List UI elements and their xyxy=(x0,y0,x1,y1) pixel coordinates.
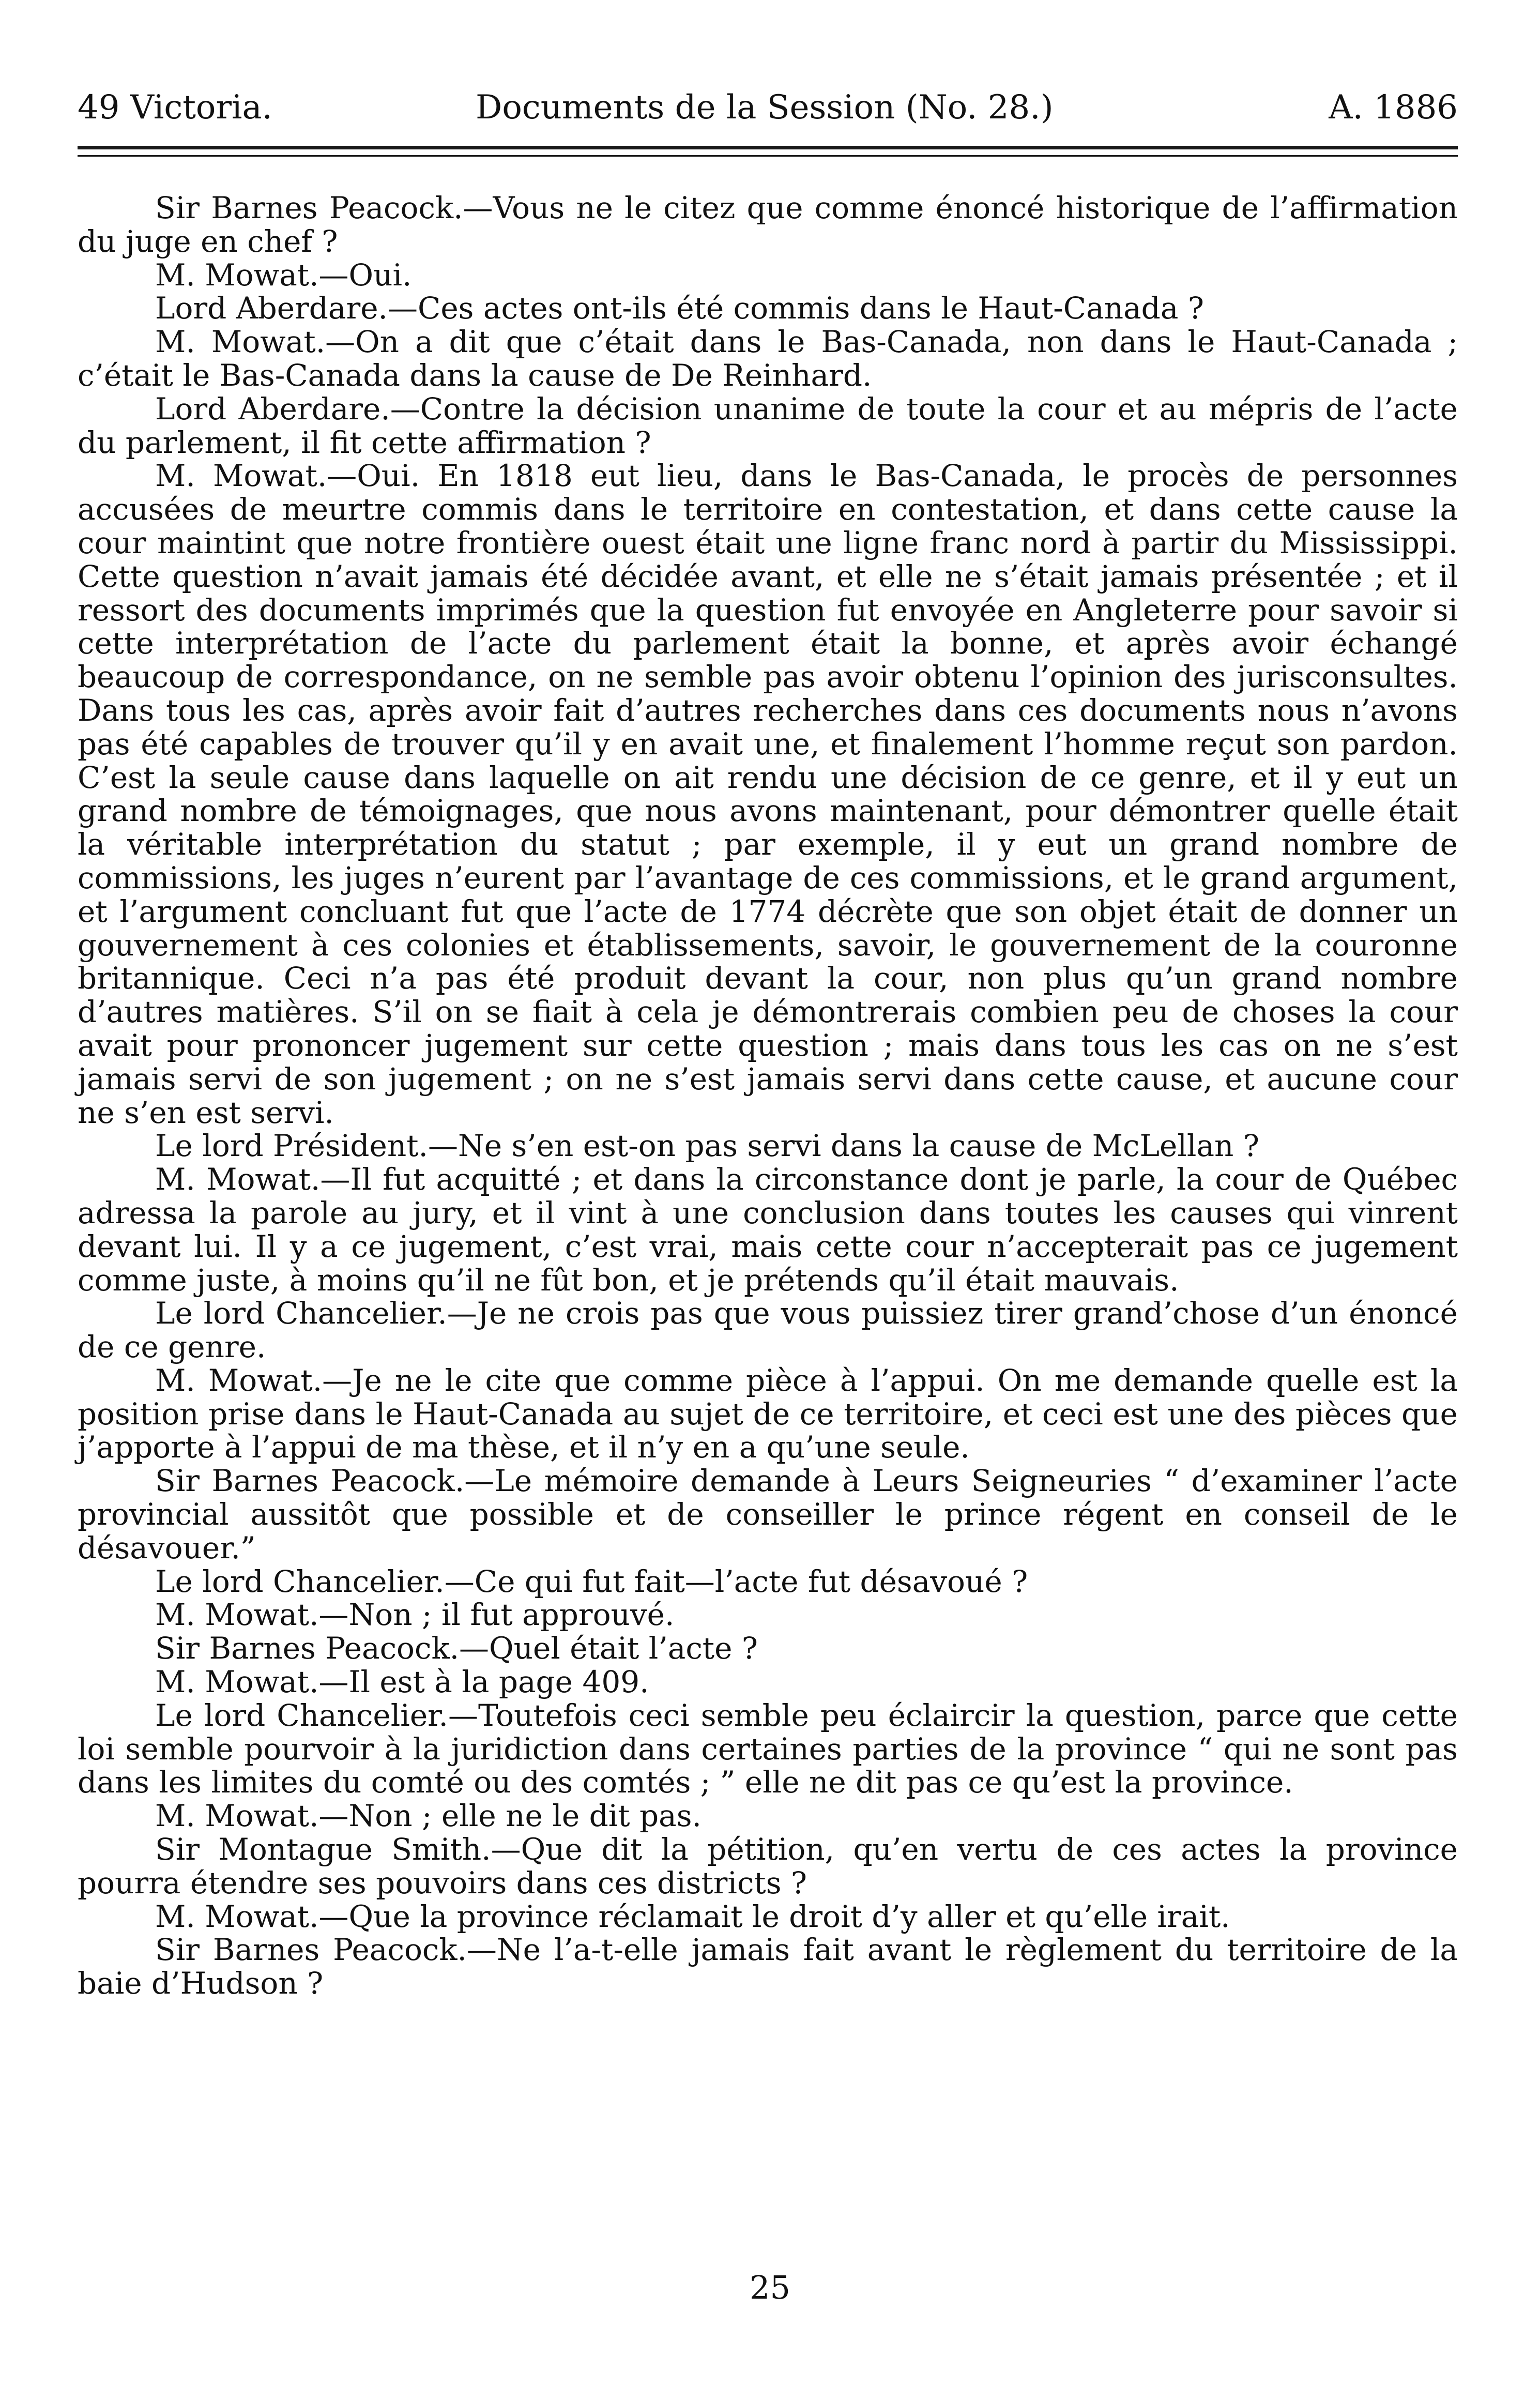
paragraph: Sir Barnes Peacock.—Vous ne le citez que comme énoncé historique de l’affirmation du juge en chef ? xyxy=(78,190,1458,259)
paragraph: Le lord Président.—Ne s’en est-on pas servi dans la cause de McLellan ? xyxy=(155,1128,1259,1164)
paragraph: M. Mowat.—Il est à la page 409. xyxy=(155,1664,649,1700)
header-rule-thick xyxy=(78,146,1458,149)
paragraph: Sir Barnes Peacock.—Quel était l’acte ? xyxy=(155,1631,758,1666)
header-regnal-year: 49 Victoria. xyxy=(78,88,272,127)
page-number: 25 xyxy=(750,2269,790,2306)
paragraph: Sir Barnes Peacock.—Le mémoire demande à Leurs Seigneuries “ d’examiner l’acte provincial aussitôt que possible et de conseiller le prince régent en conseil de le désavouer.” xyxy=(78,1463,1458,1566)
paragraph: M. Mowat.—Non ; elle ne le dit pas. xyxy=(155,1798,702,1834)
paragraph: M. Mowat.—On a dit que c’était dans le Bas-Canada, non dans le Haut-Canada ; c’était le Bas-Canada dans la cause de De Reinhard. xyxy=(78,324,1458,393)
running-header xyxy=(78,87,1458,128)
header-title: Documents de la Session (No. 28.) xyxy=(476,88,1054,127)
paragraph: M. Mowat.—Oui. xyxy=(155,257,412,293)
header-year: A. 1886 xyxy=(1329,88,1458,127)
paragraph: Lord Aberdare.—Ces actes ont-ils été commis dans le Haut-Canada ? xyxy=(155,291,1204,326)
paragraph: Lord Aberdare.—Contre la décision unanime de toute la cour et au mépris de l’acte du parlement, il fit cette affirmation ? xyxy=(78,391,1458,460)
paragraph: Sir Montague Smith.—Que dit la pétition, qu’en vertu de ces actes la province pourra étendre ses pouvoirs dans ces districts ? xyxy=(78,1832,1458,1901)
paragraph: M. Mowat.—Je ne le cite que comme pièce à l’appui. On me demande quelle est la position prise dans le Haut-Canada au sujet de ce territoire, et ceci est une des pièces que j’apporte à l’appui de ma thèse, et il n’y en a qu’une seule. xyxy=(78,1362,1458,1465)
paragraph: Le lord Chancelier.—Toutefois ceci semble peu éclaircir la question, parce que cette loi semble pourvoir à la juridiction dans certaines parties de la province “ qui ne sont pas dans les limites du comté ou des comtés ; ” elle ne dit pas ce qu’est la province. xyxy=(78,1697,1458,1800)
header-rule-thin xyxy=(78,155,1458,157)
paragraph: M. Mowat.—Non ; il fut approuvé. xyxy=(155,1597,675,1633)
paragraph: M. Mowat.—Oui. En 1818 eut lieu, dans le Bas-Canada, le procès de personnes accusées de meurtre commis dans le territoire en contestation, et dans cette cause la cour maintint que notre frontière ouest était une ligne franc nord à partir du Mississippi. Cette question n’avait jamais été décidée avant, et elle ne s’était jamais présentée ; et il ressort des documents imprimés que la question fut envoyée en Angleterre pour savoir si cette interprétation de l’acte du parlement était la bonne, et après avoir échangé beaucoup de correspondance, on ne semble pas avoir obtenu l’opinion des jurisconsultes. Dans tous les cas, après avoir fait d’autres recherches dans ces documents nous n’avons pas été capables de trouver qu’il y en avait une, et finalement l’homme reçut son pardon. C’est la seule cause dans laquelle on ait rendu une décision de ce genre, et il y eut un grand nombre de témoignages, que nous avons maintenant, pour démontrer quelle était la véritable interprétation du statut ; par exemple, il y eut un grand nombre de commissions, les juges n’eurent par l’avantage de ces commissions, et le grand argument, et l’argument concluant fut que l’acte de 1774 décrète que son objet était de donner un gouvernement à ces colonies et établissements, savoir, le gouvernement de la couronne britannique. Ceci n’a pas été produit devant la cour, non plus qu’un grand nombre d’autres matières. S’il on se fiait à cela je démontrerais combien peu de choses la cour avait pour prononcer jugement sur cette question ; mais dans tous les cas on ne s’est jamais servi de son jugement ; on ne s’est jamais servi dans cette cause, et aucune cour ne s’en est servi. xyxy=(78,458,1458,1130)
paragraph: M. Mowat.—Il fut acquitté ; et dans la circonstance dont je parle, la cour de Québec adressa la parole au jury, et il vint à une conclusion dans toutes les causes qui vinrent devant lui. Il y a ce jugement, c’est vrai, mais cette cour n’accepterait pas ce jugement comme juste, à moins qu’il ne fût bon, et je prétends qu’il était mauvais. xyxy=(78,1162,1458,1298)
paragraph: Sir Barnes Peacock.—Ne l’a-t-elle jamais fait avant le règlement du territoire de la baie d’Hudson ? xyxy=(78,1932,1458,2001)
paragraph: M. Mowat.—Que la province réclamait le droit d’y aller et qu’elle irait. xyxy=(155,1898,1230,1934)
paragraph: Le lord Chancelier.—Je ne crois pas que vous puissiez tirer grand’chose d’un énoncé de ce genre. xyxy=(78,1296,1458,1365)
body-text xyxy=(78,191,1458,2000)
paragraph: Le lord Chancelier.—Ce qui fut fait—l’acte fut désavoué ? xyxy=(155,1563,1028,1599)
